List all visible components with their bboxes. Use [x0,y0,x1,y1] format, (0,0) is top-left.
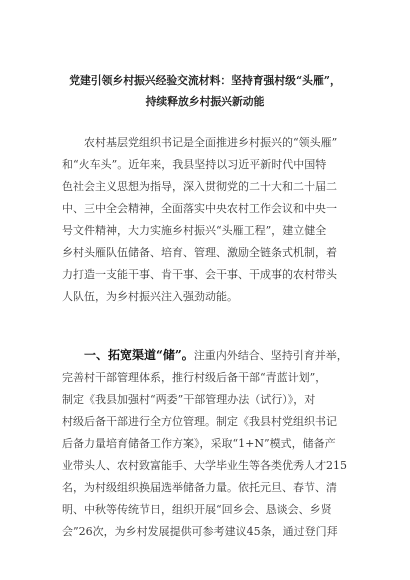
paragraph-line: 会”26次，为乡村发展提供可参考建议45条，通过登门拜 [62,525,338,538]
section-1-paragraph [62,344,354,543]
paragraph-line: 后备力量培育储备工作方案》，采取“1+N”模式，储备产 [62,437,336,450]
paragraph-line: 农村基层党组织书记是全面推进乡村振兴的“领头雁” [62,136,338,149]
section-1-heading: 一、拓宽渠道“储”。 [84,348,194,362]
title-line-2: 持续释放乡村振兴新动能 [145,95,265,108]
paragraph-line: 乡村头雁队伍储备、培育、管理、激励全链条式机制，着 [62,246,337,259]
intro-paragraph [62,132,354,308]
paragraph-line: 业带头人、农村致富能手、大学毕业生等各类优秀人才215 [62,459,347,472]
title-line-1: 党建引领乡村振兴经验交流材料：坚持育强村级“头雁”， [69,74,341,87]
paragraph-line: 中、三中全会精神，全面落实中央农村工作会议和中央一 [62,202,337,215]
paragraph-line: 色社会主义思想为指导，深入贯彻党的二十大和二十届二 [62,180,337,193]
paragraph-line: 和“火车头”。近年来，我县坚持以习近平新时代中国特 [62,158,327,171]
paragraph-line: 名，为村级组织换届选举储备力量。依托元旦、春节、清 [62,481,337,494]
paragraph-line: 完善村干部管理体系，推行村级后备干部“青蓝计划”， [62,371,327,384]
paragraph-line: 号文件精神，大力实施乡村振兴“头雁工程”，建立健全 [62,224,327,237]
paragraph-line: 人队伍，为乡村振兴注入强劲动能。 [62,290,238,303]
paragraph-line: 力打造一支能干事、肯干事、会干事、干成事的农村带头 [62,268,337,281]
section-first-line-text: 注重内外结合、坚持引育并举， [193,349,348,362]
document-title [36,70,374,112]
section-first-line [62,344,354,367]
paragraph-line: 制定《我县加强村“两委”干部管理办法（试行）》，对 [62,393,316,406]
paragraph-line: 村级后备干部进行全方位管理。制定《我县村党组织书记 [62,415,337,428]
paragraph-line: 明、中秋等传统节日，组织开展“回乡会、恳谈会、乡贤 [62,503,332,516]
